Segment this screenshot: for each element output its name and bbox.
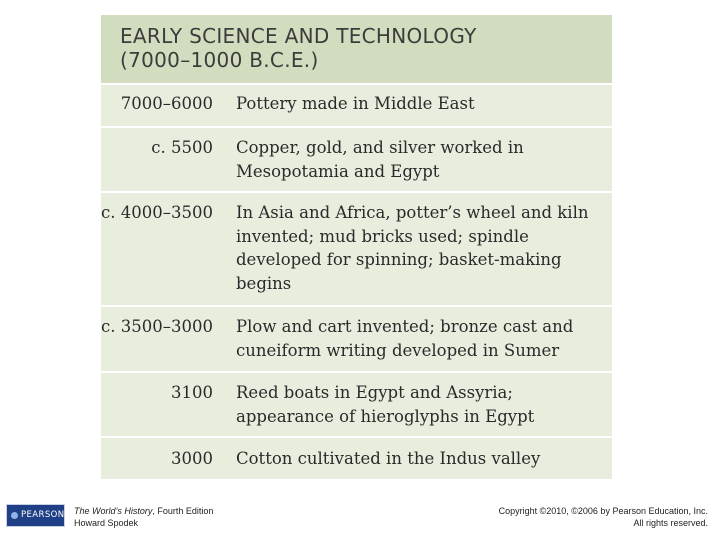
table-row	[101, 126, 612, 191]
row-event: Copper, gold, and silver worked in Mesopotamia and Egypt	[236, 138, 524, 181]
book-citation	[74, 505, 213, 517]
table-row	[101, 191, 612, 305]
row-event: Pottery made in Middle East	[236, 94, 475, 113]
chronology-table	[101, 15, 612, 479]
row-date: 3100	[171, 383, 213, 402]
row-date: c. 3500–3000	[101, 317, 213, 336]
pearson-logo	[6, 504, 65, 527]
book-edition: , Fourth Edition	[152, 506, 214, 516]
row-event: Reed boats in Egypt and Assyria; appearance of hieroglyphs in Egypt	[236, 383, 535, 426]
slide-footer	[0, 500, 720, 540]
row-date: c. 4000–3500	[101, 203, 213, 222]
pearson-logo-icon	[11, 512, 18, 519]
table-row	[101, 436, 612, 479]
row-event: In Asia and Africa, potter’s wheel and kiln invented; mud bricks used; spindle developed for spinning; basket-making begins	[236, 203, 589, 293]
table-title-line1: EARLY SCIENCE AND TECHNOLOGY	[120, 24, 477, 48]
row-date: 7000–6000	[120, 94, 213, 113]
table-row	[101, 83, 612, 126]
table-title	[120, 24, 477, 72]
row-event: Plow and cart invented; bronze cast and cuneiform writing developed in Sumer	[236, 317, 574, 360]
book-author: Howard Spodek	[74, 518, 139, 528]
row-event: Cotton cultivated in the Indus valley	[236, 449, 541, 468]
pearson-logo-text: PEARSON	[21, 510, 65, 520]
row-date: 3000	[171, 449, 213, 468]
copyright-text: Copyright ©2010, ©2006 by Pearson Education, Inc.	[498, 506, 708, 516]
table-row	[101, 305, 612, 371]
rights-text: All rights reserved.	[633, 518, 708, 528]
row-date: c. 5500	[151, 138, 213, 157]
book-title: The World’s History	[74, 506, 153, 516]
table-header	[101, 15, 612, 83]
table-row	[101, 371, 612, 436]
table-title-line2: (7000–1000 B.C.E.)	[120, 48, 319, 72]
